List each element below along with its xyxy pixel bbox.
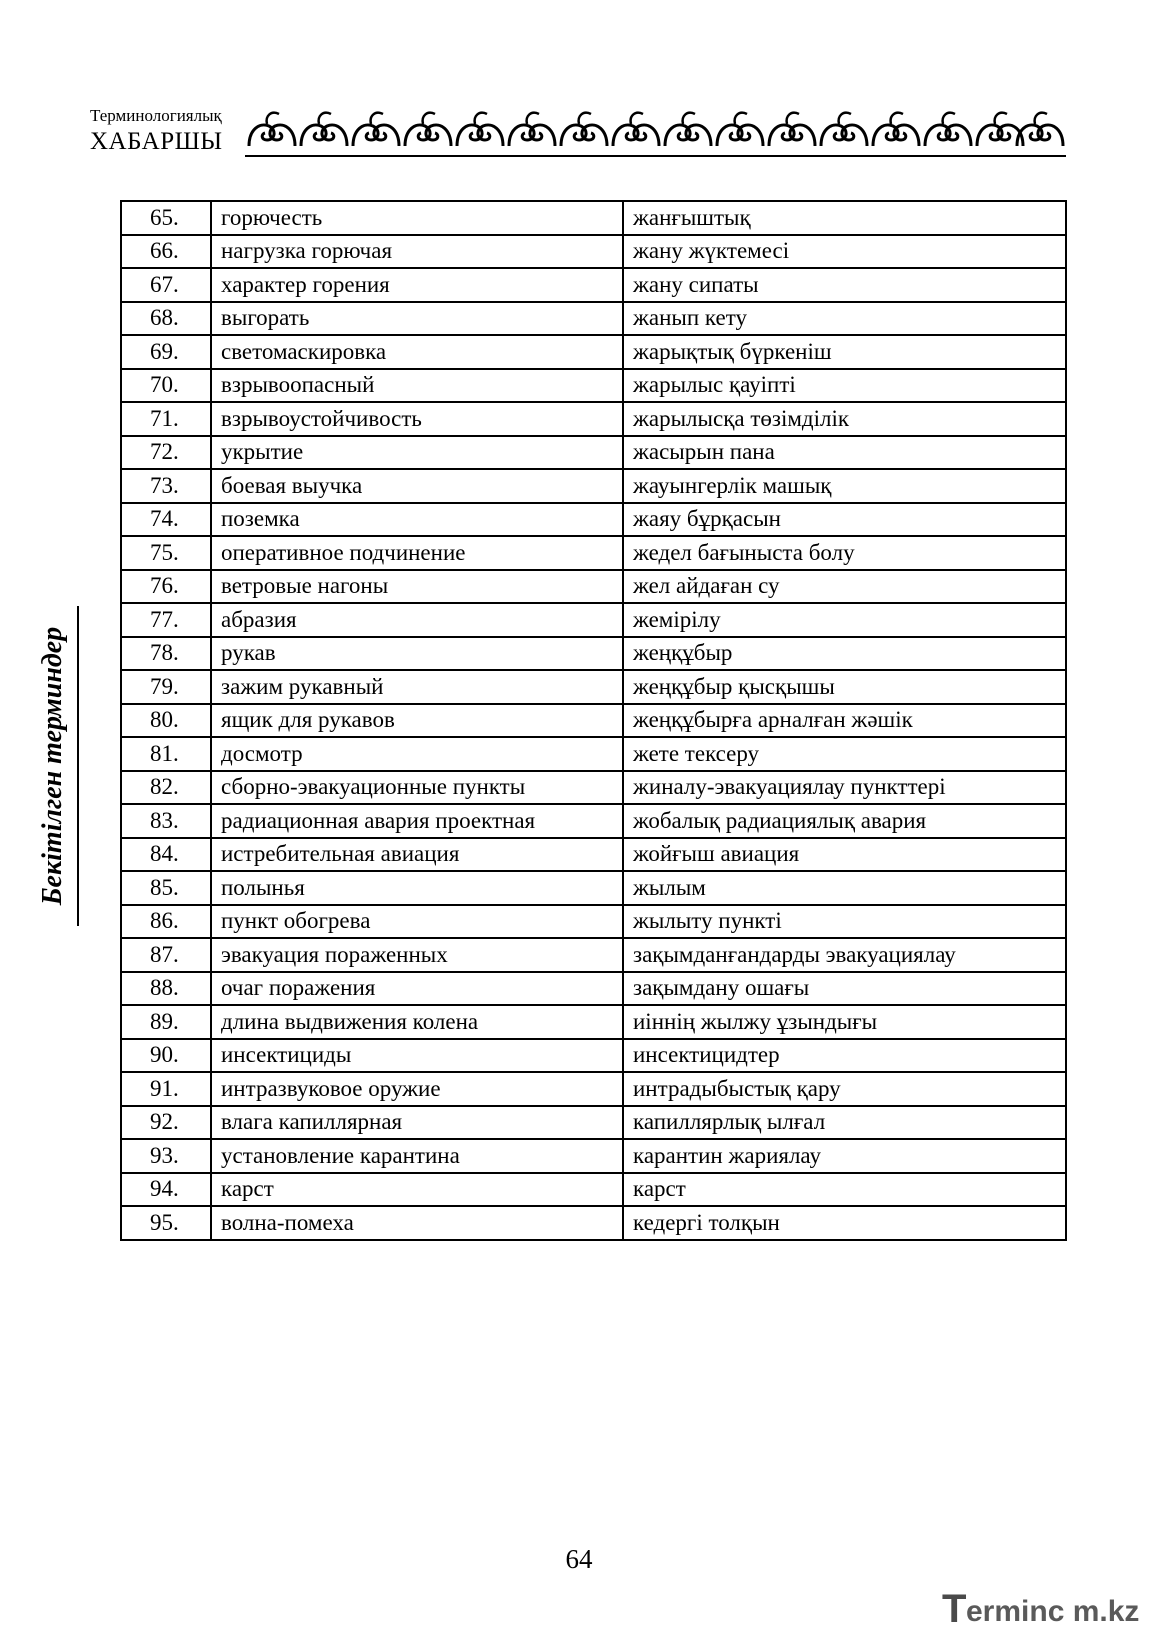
table-row — [121, 804, 1066, 838]
russian-term: очаг поражения — [211, 972, 623, 1006]
kazakh-term: жауынгерлік машық — [623, 469, 1066, 503]
row-number: 70. — [121, 369, 211, 403]
row-number: 69. — [121, 335, 211, 369]
ornament-border-icon — [245, 108, 1066, 152]
kazakh-term: жаяу бұрқасын — [623, 503, 1066, 537]
row-number: 82. — [121, 771, 211, 805]
russian-term: эвакуация пораженных — [211, 938, 623, 972]
journal-subtitle: Терминологиялық — [90, 106, 222, 125]
terms-table — [120, 200, 1067, 1241]
russian-term: досмотр — [211, 737, 623, 771]
kazakh-term: жанып кету — [623, 302, 1066, 336]
russian-term: поземка — [211, 503, 623, 537]
row-number: 94. — [121, 1173, 211, 1207]
kazakh-term: зақымдану ошағы — [623, 972, 1066, 1006]
table-row — [121, 1206, 1066, 1240]
russian-term: абразия — [211, 603, 623, 637]
table-row — [121, 1139, 1066, 1173]
table-row — [121, 402, 1066, 436]
russian-term: оперативное подчинение — [211, 536, 623, 570]
row-number: 74. — [121, 503, 211, 537]
row-number: 89. — [121, 1005, 211, 1039]
row-number: 90. — [121, 1039, 211, 1073]
row-number: 81. — [121, 737, 211, 771]
kazakh-term: капиллярлық ылғал — [623, 1106, 1066, 1140]
table-row — [121, 536, 1066, 570]
russian-term: боевая выучка — [211, 469, 623, 503]
table-row — [121, 972, 1066, 1006]
table-row — [121, 871, 1066, 905]
kazakh-term: жеңқұбыр — [623, 637, 1066, 671]
russian-term: сборно-эвакуационные пункты — [211, 771, 623, 805]
russian-term: нагрузка горючая — [211, 235, 623, 269]
kazakh-term: жарықтық бүркеніш — [623, 335, 1066, 369]
russian-term: влага капиллярная — [211, 1106, 623, 1140]
kazakh-term: жану сипаты — [623, 268, 1066, 302]
russian-term: горючесть — [211, 201, 623, 235]
russian-term: выгорать — [211, 302, 623, 336]
kazakh-term: жеңқұбыр қысқышы — [623, 670, 1066, 704]
journal-title: ХАБАРШЫ — [90, 128, 223, 155]
table-row — [121, 1173, 1066, 1207]
table-row — [121, 704, 1066, 738]
kazakh-term: жылым — [623, 871, 1066, 905]
table-row — [121, 771, 1066, 805]
row-number: 88. — [121, 972, 211, 1006]
row-number: 67. — [121, 268, 211, 302]
kazakh-term: интрадыбыстық қару — [623, 1072, 1066, 1106]
header-rule — [245, 155, 1066, 157]
table-row — [121, 335, 1066, 369]
row-number: 68. — [121, 302, 211, 336]
row-number: 65. — [121, 201, 211, 235]
table-row — [121, 1005, 1066, 1039]
russian-term: радиационная авария проектная — [211, 804, 623, 838]
table-row — [121, 637, 1066, 671]
row-number: 77. — [121, 603, 211, 637]
row-number: 73. — [121, 469, 211, 503]
kazakh-term: жанғыштық — [623, 201, 1066, 235]
kazakh-term: жасырын пана — [623, 436, 1066, 470]
table-row — [121, 302, 1066, 336]
russian-term: установление карантина — [211, 1139, 623, 1173]
russian-term: характер горения — [211, 268, 623, 302]
russian-term: взрывоустойчивость — [211, 402, 623, 436]
kazakh-term: жарылыс қауіпті — [623, 369, 1066, 403]
kazakh-term: инсектицидтер — [623, 1039, 1066, 1073]
russian-term: ящик для рукавов — [211, 704, 623, 738]
russian-term: волна-помеха — [211, 1206, 623, 1240]
russian-term: длина выдвижения колена — [211, 1005, 623, 1039]
table-row — [121, 268, 1066, 302]
russian-term: полынья — [211, 871, 623, 905]
table-row — [121, 670, 1066, 704]
kazakh-term: жану жүктемесі — [623, 235, 1066, 269]
kazakh-term: жарылысқа төзімділік — [623, 402, 1066, 436]
table-row — [121, 938, 1066, 972]
page-header — [90, 106, 1066, 161]
russian-term: инсектициды — [211, 1039, 623, 1073]
kazakh-term: жел айдаған су — [623, 570, 1066, 604]
table-row — [121, 737, 1066, 771]
table-row — [121, 436, 1066, 470]
russian-term: светомаскировка — [211, 335, 623, 369]
kazakh-term: карантин жариялау — [623, 1139, 1066, 1173]
kazakh-term: кедергі толқын — [623, 1206, 1066, 1240]
russian-term: взрывоопасный — [211, 369, 623, 403]
kazakh-term: жобалық радиациялық авария — [623, 804, 1066, 838]
row-number: 72. — [121, 436, 211, 470]
row-number: 83. — [121, 804, 211, 838]
russian-term: укрытие — [211, 436, 623, 470]
row-number: 71. — [121, 402, 211, 436]
kazakh-term: жете тексеру — [623, 737, 1066, 771]
kazakh-term: жедел бағыныста болу — [623, 536, 1066, 570]
table-row — [121, 201, 1066, 235]
watermark-text: erminc m.kz — [966, 1595, 1140, 1628]
russian-term: карст — [211, 1173, 623, 1207]
table-row — [121, 1072, 1066, 1106]
section-side-label: Бекітілген терминдер — [33, 606, 79, 926]
row-number: 93. — [121, 1139, 211, 1173]
row-number: 78. — [121, 637, 211, 671]
table-row — [121, 503, 1066, 537]
kazakh-term: карст — [623, 1173, 1066, 1207]
row-number: 91. — [121, 1072, 211, 1106]
row-number: 85. — [121, 871, 211, 905]
table-row — [121, 235, 1066, 269]
row-number: 95. — [121, 1206, 211, 1240]
russian-term: рукав — [211, 637, 623, 671]
row-number: 87. — [121, 938, 211, 972]
russian-term: зажим рукавный — [211, 670, 623, 704]
page-number: 64 — [565, 1544, 593, 1574]
russian-term: интразвуковое оружие — [211, 1072, 623, 1106]
kazakh-term: зақымданғандарды эвакуациялау — [623, 938, 1066, 972]
kazakh-term: жылыту пункті — [623, 905, 1066, 939]
row-number: 76. — [121, 570, 211, 604]
row-number: 80. — [121, 704, 211, 738]
row-number: 66. — [121, 235, 211, 269]
kazakh-term: жеңқұбырға арналған жәшік — [623, 704, 1066, 738]
table-row — [121, 1106, 1066, 1140]
watermark-initial: T — [942, 1587, 967, 1631]
table-row — [121, 1039, 1066, 1073]
table-row — [121, 603, 1066, 637]
kazakh-term: иіннің жылжу ұзындығы — [623, 1005, 1066, 1039]
russian-term: пункт обогрева — [211, 905, 623, 939]
row-number: 79. — [121, 670, 211, 704]
russian-term: истребительная авиация — [211, 838, 623, 872]
site-watermark-logo — [942, 1589, 1142, 1629]
table-row — [121, 469, 1066, 503]
kazakh-term: жемірілу — [623, 603, 1066, 637]
row-number: 75. — [121, 536, 211, 570]
table-row — [121, 838, 1066, 872]
kazakh-term: жиналу-эвакуациялау пункттері — [623, 771, 1066, 805]
table-row — [121, 369, 1066, 403]
terms-table-body — [121, 201, 1066, 1240]
table-row — [121, 905, 1066, 939]
row-number: 86. — [121, 905, 211, 939]
row-number: 92. — [121, 1106, 211, 1140]
russian-term: ветровые нагоны — [211, 570, 623, 604]
row-number: 84. — [121, 838, 211, 872]
kazakh-term: жойғыш авиация — [623, 838, 1066, 872]
table-row — [121, 570, 1066, 604]
